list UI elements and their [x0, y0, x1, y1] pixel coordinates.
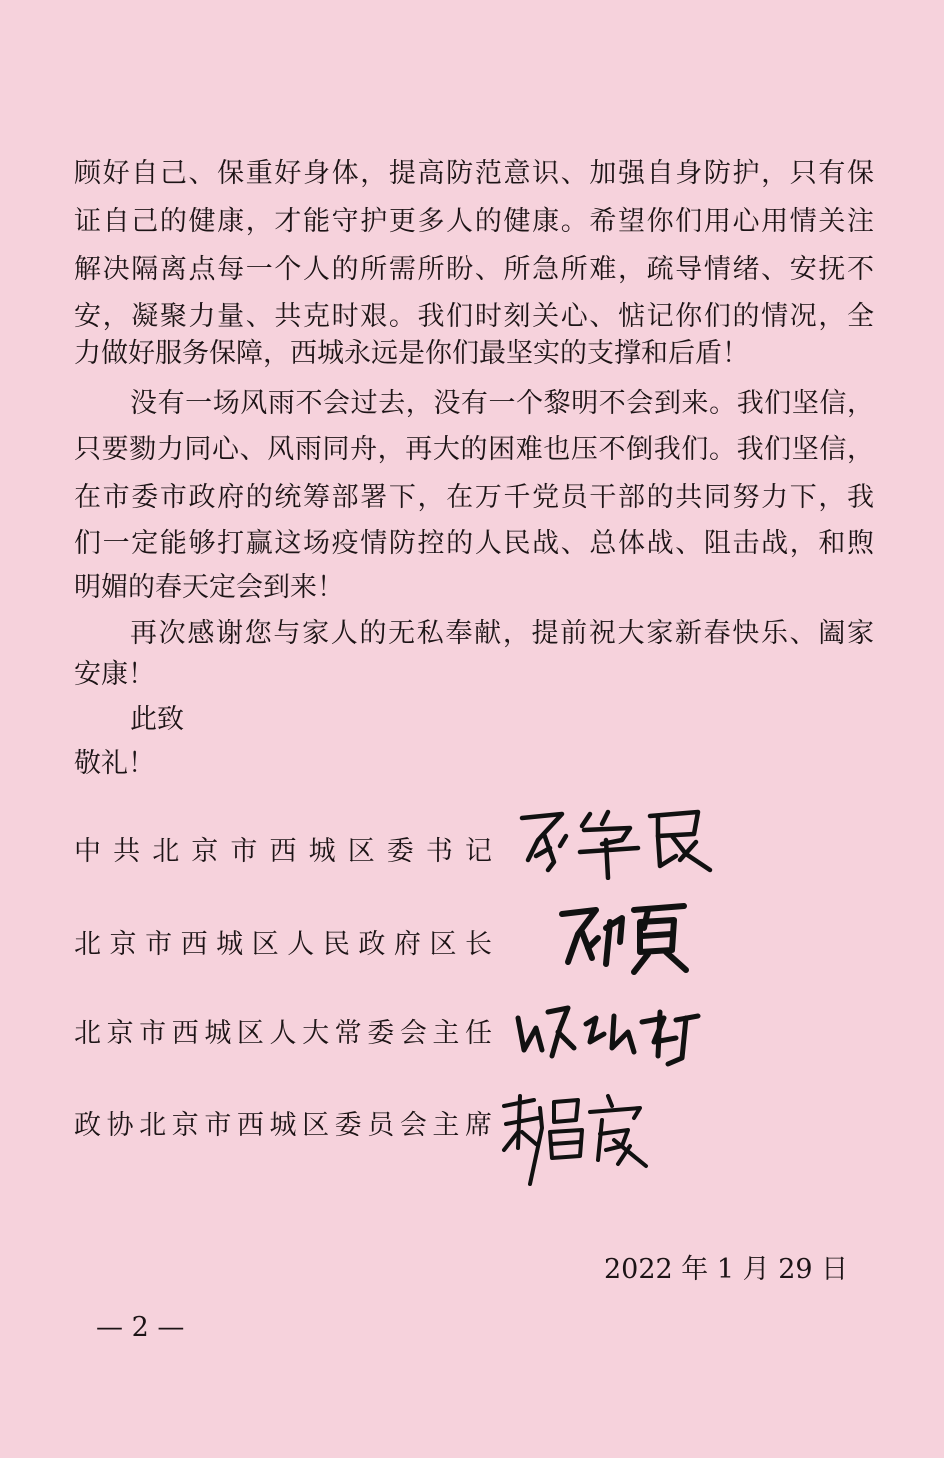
signatory-title: 北京市西城区人大常委会主任 — [74, 1018, 492, 1049]
body-line: 解决隔离点每一个人的所需所盼、所急所难，疏导情绪、安抚不 — [74, 254, 874, 285]
body-line: 在市委市政府的统筹部署下，在万千党员干部的共同努力下，我 — [74, 482, 874, 513]
body-line: 们一定能够打赢这场疫情防控的人民战、总体战、阻击战，和煦 — [74, 528, 874, 559]
body-line: 安康！ — [74, 659, 155, 690]
letter-date: 2022 年 1 月 29 日 — [604, 1254, 849, 1285]
body-line: 再次感谢您与家人的无私奉献，提前祝大家新春快乐、阖家 — [130, 618, 874, 649]
body-line: 证自己的健康，才能守护更多人的健康。希望你们用心用情关注 — [74, 206, 874, 237]
body-line: 力做好服务保障，西城永远是你们最坚实的支撑和后盾！ — [74, 338, 749, 369]
page-number: — 2 — — [96, 1312, 185, 1343]
body-line: 明媚的春天定会到来！ — [74, 572, 344, 603]
closing-salutation: 此致 — [130, 704, 184, 735]
body-line: 只要勠力同心、风雨同舟，再大的困难也压不倒我们。我们坚信， — [74, 434, 874, 465]
handwritten-signature — [510, 800, 720, 880]
handwritten-signature — [508, 998, 708, 1068]
signatory-title: 中共北京市西城区委书记 — [74, 836, 492, 867]
signatory-title: 北京市西城区人民政府区长 — [74, 929, 492, 960]
body-line: 顾好自己、保重好身体，提高防范意识、加强自身防护，只有保 — [74, 158, 874, 189]
signatory-title: 政协北京市西城区委员会主席 — [74, 1110, 492, 1141]
handwritten-signature — [548, 892, 698, 982]
body-line: 没有一场风雨不会过去，没有一个黎明不会到来。我们坚信， — [130, 388, 874, 419]
closing-regards: 敬礼！ — [74, 748, 155, 779]
handwritten-signature — [494, 1088, 664, 1192]
body-line: 安，凝聚力量、共克时艰。我们时刻关心、惦记你们的情况，全 — [74, 301, 874, 332]
